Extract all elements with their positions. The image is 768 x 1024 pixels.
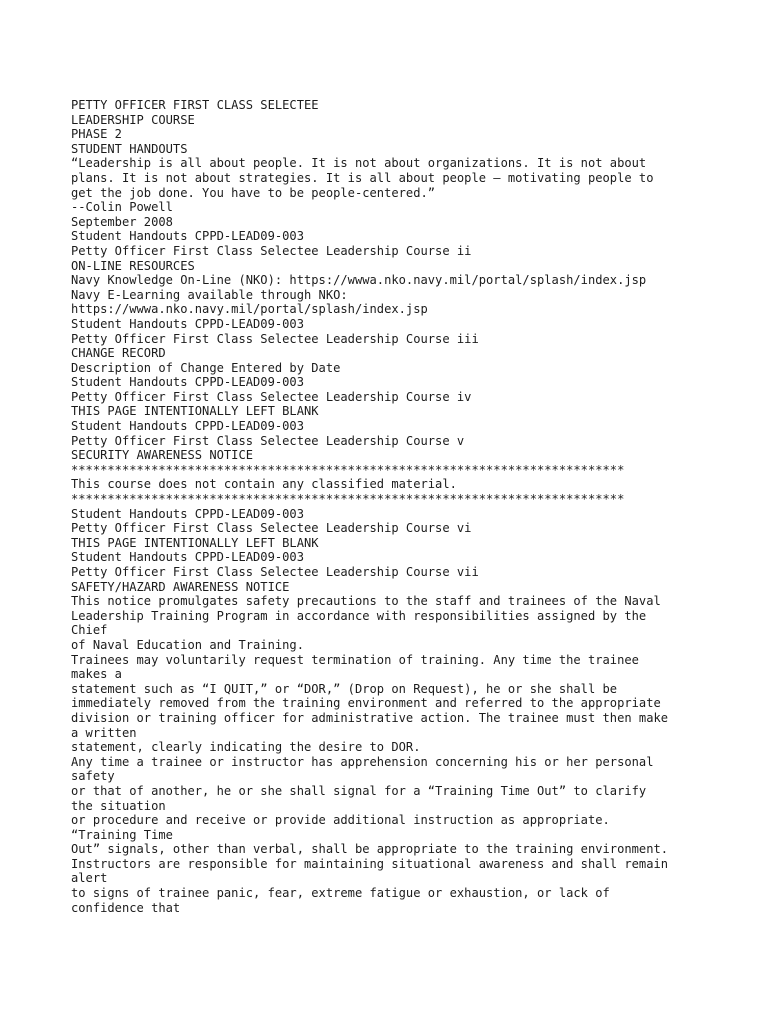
document-line: SECURITY AWARENESS NOTICE	[71, 448, 254, 463]
document-line: “Training Time	[71, 827, 173, 842]
document-line: CHANGE RECORD	[71, 346, 166, 361]
document-line: plans. It is not about strategies. It is all about people – motivating people to	[71, 170, 654, 185]
document-line: Description of Change Entered by Date	[71, 360, 341, 375]
document-line: ON-LINE RESOURCES	[71, 258, 195, 273]
document-line: Petty Officer First Class Selectee Leadership Course v	[71, 433, 465, 448]
document-line: Instructors are responsible for maintaining situational awareness and shall remain	[71, 856, 669, 871]
document-line: STUDENT HANDOUTS	[71, 141, 188, 156]
document-line: https://wwwa.nko.navy.mil/portal/splash/index.jsp	[71, 302, 428, 317]
document-line: Student Handouts CPPD-LEAD09-003	[71, 506, 304, 521]
document-line: PHASE 2	[71, 127, 122, 142]
document-line: This course does not contain any classified material.	[71, 477, 457, 492]
document-line: PETTY OFFICER FIRST CLASS SELECTEE	[71, 98, 319, 112]
document-line: of Naval Education and Training.	[71, 637, 304, 652]
document-line: safety	[71, 769, 115, 784]
document-line: or procedure and receive or provide additional instruction as appropriate.	[71, 813, 610, 828]
document-line: Any time a trainee or instructor has apprehension concerning his or her personal	[71, 754, 654, 769]
document-line: the situation	[71, 798, 166, 813]
document-text	[71, 98, 761, 915]
document-line: Leadership Training Program in accordance with responsibilities assigned by the	[71, 608, 647, 623]
document-line: Petty Officer First Class Selectee Leadership Course ii	[71, 243, 472, 258]
document-line: ****************************************************************************	[71, 492, 625, 507]
document-line: --Colin Powell	[71, 200, 173, 215]
document-line: Navy E-Learning available through NKO:	[71, 287, 348, 302]
document-line: alert	[71, 871, 108, 886]
document-line: THIS PAGE INTENTIONALLY LEFT BLANK	[71, 404, 319, 419]
document-line: Petty Officer First Class Selectee Leadership Course iii	[71, 331, 479, 346]
document-line: This notice promulgates safety precautions to the staff and trainees of the Naval	[71, 594, 661, 609]
document-line: LEADERSHIP COURSE	[71, 112, 195, 127]
document-line: Petty Officer First Class Selectee Leadership Course vii	[71, 565, 479, 579]
document-line: Student Handouts CPPD-LEAD09-003	[71, 316, 304, 331]
document-line: Student Handouts CPPD-LEAD09-003	[71, 229, 304, 244]
document-line: to signs of trainee panic, fear, extreme fatigue or exhaustion, or lack of	[71, 886, 610, 901]
document-line: THIS PAGE INTENTIONALLY LEFT BLANK	[71, 535, 319, 550]
document-line: SAFETY/HAZARD AWARENESS NOTICE	[71, 579, 290, 594]
document-line: Student Handouts CPPD-LEAD09-003	[71, 419, 304, 434]
document-line: Navy Knowledge On-Line (NKO): https://wwwa.nko.navy.mil/portal/splash/index.jsp	[71, 273, 647, 288]
document-line: Petty Officer First Class Selectee Leadership Course vi	[71, 521, 472, 536]
document-line: Out” signals, other than verbal, shall be appropriate to the training environment.	[71, 842, 669, 857]
document-line: statement, clearly indicating the desire to DOR.	[71, 740, 421, 755]
document-line: immediately removed from the training environment and referred to the appropriate	[71, 696, 661, 711]
document-line: a written	[71, 725, 137, 740]
document-line: Student Handouts CPPD-LEAD09-003	[71, 375, 304, 390]
document-line: “Leadership is all about people. It is not about organizations. It is not about	[71, 156, 647, 171]
document-line: makes a	[71, 667, 122, 682]
document-line: division or training officer for administrative action. The trainee must then make	[71, 710, 669, 725]
document-line: statement such as “I QUIT,” or “DOR,” (Drop on Request), he or she shall be	[71, 681, 618, 696]
document-line: get the job done. You have to be people-centered.”	[71, 185, 436, 200]
document-line: or that of another, he or she shall signal for a “Training Time Out” to clarify	[71, 783, 647, 798]
document-line: confidence that	[71, 900, 181, 915]
document-line: Trainees may voluntarily request termination of training. Any time the trainee	[71, 652, 639, 667]
document-line: Chief	[71, 623, 108, 638]
document-line: September 2008	[71, 214, 173, 229]
document-line: ****************************************************************************	[71, 462, 625, 477]
document-line: Petty Officer First Class Selectee Leadership Course iv	[71, 389, 472, 404]
document-line: Student Handouts CPPD-LEAD09-003	[71, 550, 304, 565]
